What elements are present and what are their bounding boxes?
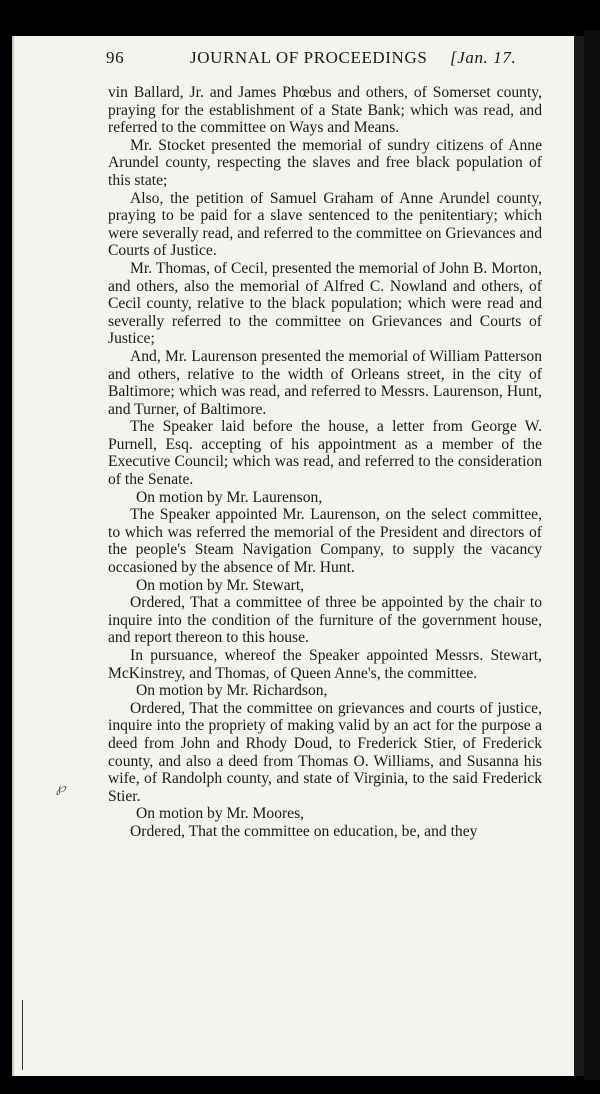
paragraph: The Speaker appointed Mr. Laurenson, on the select committee, to which was referred the memorial of the President and directors of the people's Steam Navigation Company, to supply the vacancy occasioned by the absence of Mr. Hunt. (108, 506, 542, 577)
scan-edge-strip (584, 30, 600, 1080)
paragraph: Ordered, That the committee on grievances and courts of justice, inquire into the propriety of making valid by an act for the purpose a deed from John and Rhody Doud, to Frederick Stier, of Frederick county, and also a deed from Thomas O. Williams, and Susanna his wife, of Randolph county, and state of Virginia, to the said Frederick Stier. (108, 699, 542, 805)
margin-pencil-mark: ℘ (56, 781, 66, 796)
motion-line: On motion by Mr. Richardson, (136, 682, 328, 700)
motion-line: On motion by Mr. Laurenson, (136, 488, 323, 506)
paragraph: Ordered, That the committee on education, be, and they (130, 822, 478, 840)
binding-bracket (22, 1000, 29, 1070)
paragraph: Ordered, That a committee of three be appointed by the chair to inquire into the condition of the furniture of the government house, and report thereon to this house. (108, 594, 542, 647)
paragraph: In pursuance, whereof the Speaker appointed Messrs. Stewart, McKinstrey, and Thomas, of Queen Anne's, the committee. (108, 647, 542, 682)
paragraph: vin Ballard, Jr. and James Phœbus and others, of Somerset county, praying for the establishment of a State Bank; which was read, and referred to the committee on Ways and Means. (108, 84, 542, 137)
header-date: [Jan. 17. (450, 48, 517, 67)
paragraph: Mr. Stocket presented the memorial of sundry citizens of Anne Arundel county, respecting the slaves and free black population of this state; (108, 136, 542, 189)
motion-line: On motion by Mr. Moores, (136, 805, 305, 823)
paragraph: The Speaker laid before the house, a letter from George W. Purnell, Esq. accepting of his appointment as a member of the Executive Council; which was read, and referred to the consideration of the Senate. (108, 418, 542, 489)
page-number: 96 (106, 48, 125, 67)
paragraph: Also, the petition of Samuel Graham of Anne Arundel county, praying to be paid for a slave sentenced to the penitentiary; which were severally read, and referred to the committee on Grievances and Courts of Justice. (108, 189, 542, 260)
journal-title: JOURNAL OF PROCEEDINGS (190, 48, 428, 67)
motion-line: On motion by Mr. Stewart, (136, 576, 305, 594)
paragraph: And, Mr. Laurenson presented the memorial of William Patterson and others, relative to the width of Orleans street, in the city of Baltimore; which was read, and referred to Messrs. Laurenson, Hunt, and Turner, of Baltimore. (108, 347, 542, 418)
journal-body (108, 84, 542, 841)
paragraph: Mr. Thomas, of Cecil, presented the memorial of John B. Morton, and others, also the memorial of Alfred C. Nowland and others, of Cecil county, relative to the black population; which were read and severally referred to the committee on Grievances and Courts of Justice; (108, 259, 542, 348)
